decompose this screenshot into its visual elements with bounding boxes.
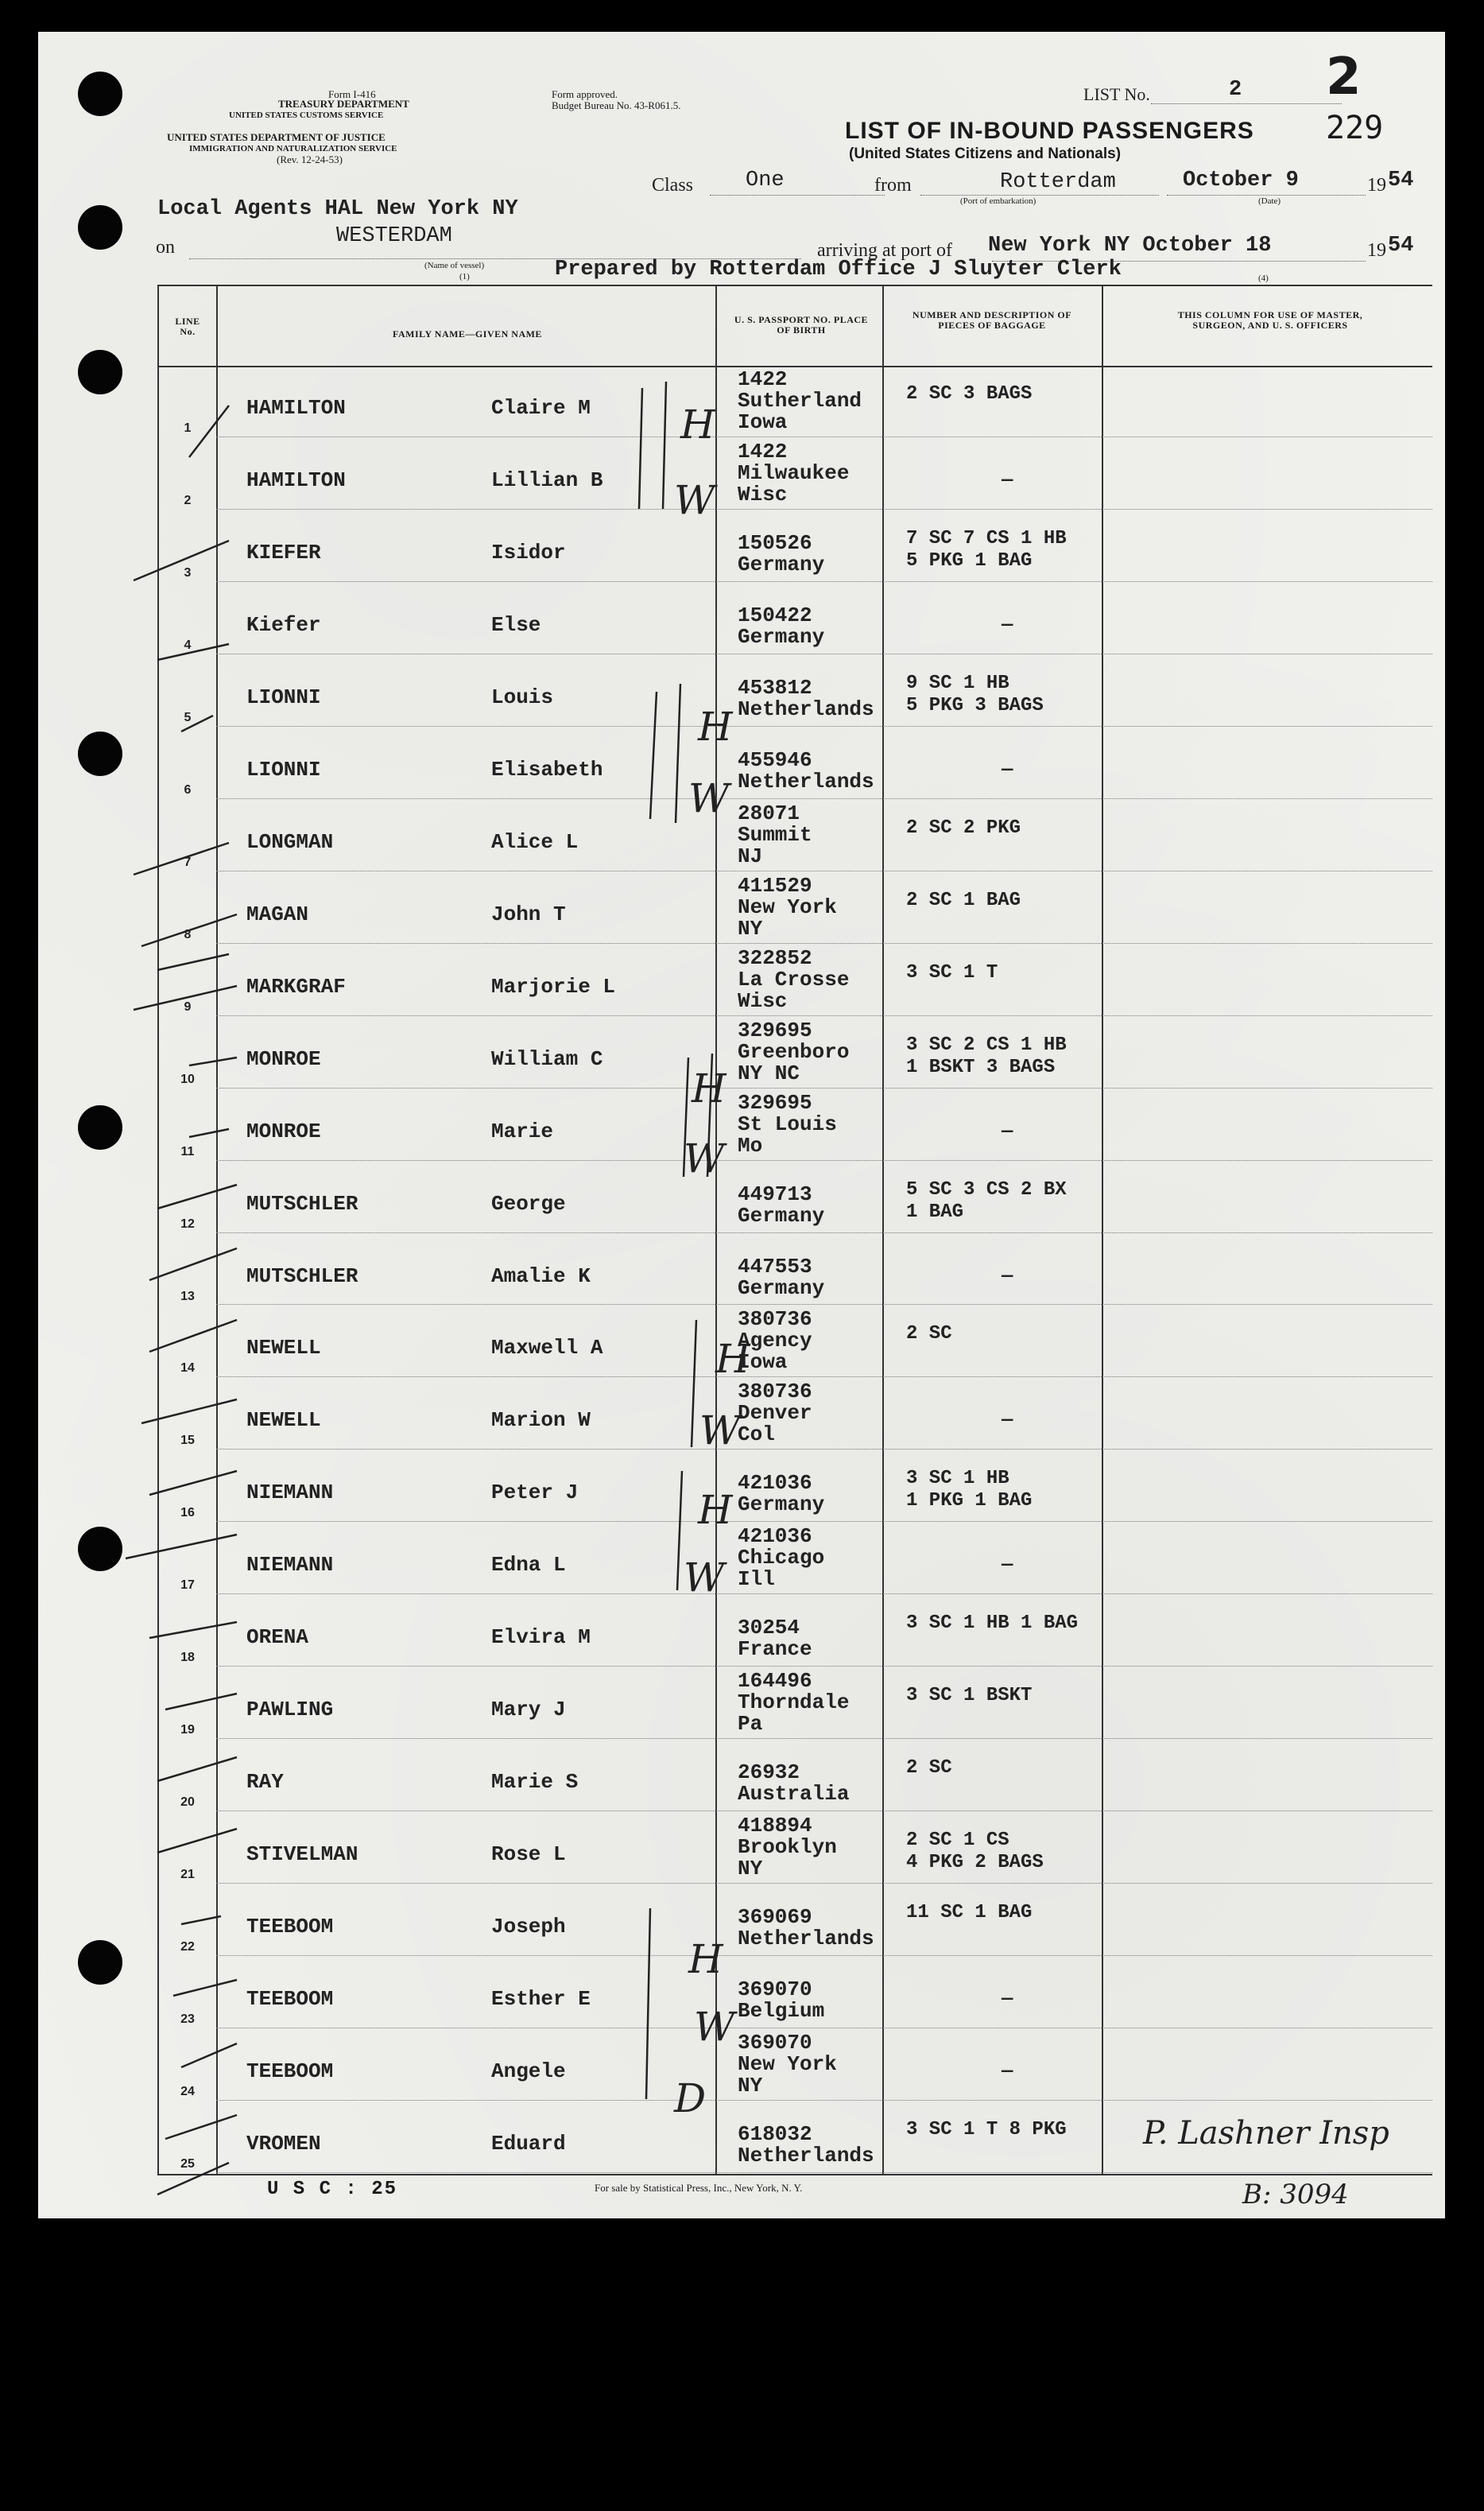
given-name: Elvira M <box>491 1625 591 1650</box>
given-name: Amalie K <box>491 1263 591 1288</box>
tick-mark <box>126 1535 237 1558</box>
passport-birthplace: 418894 Brooklyn NY <box>738 1814 837 1881</box>
passport-birthplace: 369070 New York NY <box>738 2031 837 2098</box>
tick-mark <box>157 1829 237 1853</box>
baggage: 3 SC 1 T 8 PKG <box>906 2119 1067 2141</box>
inspector-signature: P. Lashner Insp <box>1143 2115 1389 2152</box>
arriving-label: arriving at port of <box>817 240 952 261</box>
given-name: Peter J <box>491 1481 579 1505</box>
given-name: Elisabeth <box>491 757 603 782</box>
caption-1: (1) <box>459 272 470 281</box>
handwritten-mark: H <box>680 402 715 448</box>
handwritten-mark: H <box>715 1336 750 1382</box>
bracket-mark <box>676 684 680 823</box>
given-name: George <box>491 1191 566 1216</box>
class-label: Class <box>652 175 694 196</box>
handwriting-marks <box>38 32 1445 2218</box>
line-number: 1 <box>184 421 192 435</box>
baggage: 2 SC 1 BAG <box>906 889 1021 911</box>
departure-date: October 9 <box>1183 169 1299 192</box>
form-approved: Form approved. <box>552 88 618 100</box>
baggage: — <box>1002 2061 1013 2083</box>
tick-mark <box>157 954 229 970</box>
tick-mark <box>149 1248 237 1280</box>
baggage: — <box>1002 1410 1013 1432</box>
family-name: KIEFER <box>246 540 321 565</box>
baggage: 2 SC 3 BAGS <box>906 383 1033 405</box>
given-name: Eduard <box>491 2132 566 2156</box>
passport-birthplace: 322852 La Crosse Wisc <box>738 945 850 1013</box>
given-name: Else <box>491 612 541 637</box>
baggage: — <box>1002 759 1013 781</box>
line-number: 21 <box>180 1868 195 1882</box>
line-number: 9 <box>184 999 192 1014</box>
baggage: 2 SC <box>906 1757 952 1779</box>
baggage: 3 SC 1 T <box>906 961 998 984</box>
line-number: 25 <box>180 2157 195 2171</box>
given-name: Louis <box>491 685 554 709</box>
printer-note: For sale by Statistical Press, Inc., New York, N. Y. <box>595 2182 803 2194</box>
family-name: MARKGRAF <box>246 974 346 999</box>
line-number: 15 <box>180 1434 195 1448</box>
page-title: LIST OF IN-BOUND PASSENGERS <box>845 118 1254 144</box>
budget-bureau: Budget Bureau No. 43-R061.5. <box>552 99 681 111</box>
arrival-port: New York NY October 18 <box>988 234 1272 258</box>
family-name: LIONNI <box>246 757 321 782</box>
ins-service: IMMIGRATION AND NATURALIZATION SERVICE <box>189 144 397 153</box>
agent: Local Agents HAL New York NY <box>157 197 518 221</box>
handwritten-mark: W <box>694 2004 735 2050</box>
line-number: 14 <box>180 1361 195 1376</box>
line-number: 12 <box>180 1217 195 1231</box>
given-name: Mary J <box>491 1698 566 1722</box>
given-name: Joseph <box>491 1915 566 1939</box>
line-number: 23 <box>180 2012 195 2027</box>
baggage: 3 SC 1 HB 1 PKG 1 BAG <box>906 1468 1033 1512</box>
line-number: 20 <box>180 1795 195 1810</box>
stamp-number: B: 3094 <box>1242 2179 1349 2210</box>
passport-birthplace: 150526 Germany <box>738 530 825 576</box>
handwritten-mark: H <box>692 1065 727 1112</box>
given-name: Lillian B <box>491 468 603 492</box>
given-name: Isidor <box>491 540 566 565</box>
family-name: ORENA <box>246 1625 309 1650</box>
header-line-no: LINE No. <box>175 316 200 337</box>
tick-mark <box>149 1320 237 1352</box>
family-name: MAGAN <box>246 902 309 926</box>
list-number: 2 <box>1229 78 1242 102</box>
tick-mark <box>149 1471 237 1495</box>
baggage: — <box>1002 1120 1013 1143</box>
family-name: STIVELMAN <box>246 1842 358 1867</box>
tick-mark <box>173 1980 237 1996</box>
family-name: TEEBOOM <box>246 1987 334 2012</box>
passport-birthplace: 453812 Netherlands <box>738 675 874 721</box>
family-name: HAMILTON <box>246 396 346 420</box>
given-name: Marjorie L <box>491 974 616 999</box>
justice-dept: UNITED STATES DEPARTMENT OF JUSTICE <box>167 131 386 143</box>
customs-service: UNITED STATES CUSTOMS SERVICE <box>229 111 384 120</box>
baggage: — <box>1002 1554 1013 1577</box>
given-name: Marie <box>491 1119 554 1143</box>
family-name: HAMILTON <box>246 468 346 492</box>
tick-mark <box>189 406 229 457</box>
line-number: 16 <box>180 1506 195 1520</box>
line-number: 2 <box>184 493 192 507</box>
line-number: 6 <box>184 782 192 797</box>
passport-birthplace: 449713 Germany <box>738 1182 825 1228</box>
caption-4: (4) <box>1258 274 1269 283</box>
page-subtitle: (United States Citizens and Nationals) <box>849 146 1122 162</box>
baggage: — <box>1002 1989 1013 2011</box>
year-prefix: 19 <box>1367 175 1386 196</box>
arrival-year: 54 <box>1388 234 1414 258</box>
list-label: LIST No. <box>1083 84 1150 104</box>
passport-birthplace: 369069 Netherlands <box>738 1905 874 1951</box>
passport-birthplace: 421036 Germany <box>738 1471 825 1517</box>
passport-birthplace: 329695 Greenboro NY NC <box>738 1018 850 1085</box>
passport-birthplace: 411529 New York NY <box>738 873 837 941</box>
passport-birthplace: 380736 Agency Iowa <box>738 1307 812 1375</box>
tick-mark <box>157 1185 237 1209</box>
baggage: 3 SC 2 CS 1 HB 1 BSKT 3 BAGS <box>906 1034 1067 1078</box>
family-name: PAWLING <box>246 1698 334 1722</box>
port-caption: (Port of embarkation) <box>960 196 1036 206</box>
family-name: VROMEN <box>246 2132 321 2156</box>
handwritten-mark: W <box>688 775 730 821</box>
header-passport: U. S. PASSPORT NO. PLACE OF BIRTH <box>734 314 869 336</box>
from-label: from <box>874 175 912 196</box>
document-page <box>38 32 1445 2218</box>
header-officers: THIS COLUMN FOR USE OF MASTER, SURGEON, AND U. S. OFFICERS <box>1177 309 1363 331</box>
handwritten-mark: W <box>674 477 715 523</box>
line-number: 22 <box>180 1940 195 1954</box>
family-name: TEEBOOM <box>246 1915 334 1939</box>
tick-mark <box>141 914 237 946</box>
line-number: 5 <box>184 710 192 724</box>
passport-birthplace: 28071 Summit NJ <box>738 801 812 868</box>
form-number: Form I-416 <box>328 88 376 100</box>
line-number: 3 <box>184 565 192 580</box>
baggage: 2 SC 2 PKG <box>906 817 1021 839</box>
line-number: 10 <box>180 1072 195 1086</box>
page-number: 229 <box>1326 110 1384 146</box>
given-name: Rose L <box>491 1842 566 1867</box>
passport-birthplace: 369070 Belgium <box>738 1977 825 2024</box>
tick-mark <box>157 644 229 660</box>
baggage: 2 SC <box>906 1323 952 1345</box>
passport-birthplace: 1422 Sutherland Iowa <box>738 367 862 434</box>
family-name: NIEMANN <box>246 1553 334 1578</box>
vessel-caption: (Name of vessel) <box>424 261 485 270</box>
bracket-mark <box>646 1908 650 2099</box>
passport-birthplace: 26932 Australia <box>738 1760 850 1807</box>
baggage: 11 SC 1 BAG <box>906 1902 1033 1924</box>
baggage: 3 SC 1 BSKT <box>906 1685 1033 1707</box>
line-number: 8 <box>184 927 192 941</box>
tick-mark <box>189 1129 229 1137</box>
bracket-mark <box>677 1471 682 1590</box>
departure-year: 54 <box>1388 169 1414 192</box>
family-name: NIEMANN <box>246 1481 334 1505</box>
passport-birthplace: 447553 Germany <box>738 1254 825 1300</box>
tick-mark <box>141 1399 237 1423</box>
line-number: 17 <box>180 1578 195 1593</box>
tick-mark <box>134 843 229 875</box>
family-name: NEWELL <box>246 1336 321 1360</box>
handwritten-mark: H <box>698 1487 733 1533</box>
passport-birthplace: 380736 Denver Col <box>738 1380 812 1447</box>
line-number: 4 <box>184 638 192 652</box>
line-number: 13 <box>180 1289 195 1303</box>
handwritten-mark: W <box>684 1135 725 1182</box>
handwritten-mark: W <box>684 1554 725 1601</box>
tick-mark <box>165 2115 237 2139</box>
passport-birthplace: 150422 Germany <box>738 603 825 649</box>
tick-mark <box>134 541 229 580</box>
baggage: — <box>1002 614 1013 636</box>
baggage: 7 SC 7 CS 1 HB 5 PKG 1 BAG <box>906 527 1067 572</box>
bracket-mark <box>650 692 657 819</box>
family-name: MONROE <box>246 1046 321 1071</box>
given-name: Alice L <box>491 829 579 854</box>
baggage: 9 SC 1 HB 5 PKG 3 BAGS <box>906 672 1044 716</box>
family-name: MUTSCHLER <box>246 1191 358 1216</box>
passport-birthplace: 421036 Chicago Ill <box>738 1524 825 1592</box>
handwritten-mark: H <box>698 704 733 750</box>
family-name: TEEBOOM <box>246 2059 334 2084</box>
given-name: Esther E <box>491 1987 591 2012</box>
prepared-by: Prepared by Rotterdam Office J Sluyter Clerk <box>555 258 1122 281</box>
family-name: RAY <box>246 1770 284 1795</box>
line-number: 24 <box>180 2085 195 2099</box>
bracket-mark <box>639 388 642 509</box>
line-number: 7 <box>184 855 192 869</box>
tick-mark <box>165 1694 237 1710</box>
baggage: — <box>1002 469 1013 491</box>
tick-mark <box>181 2043 237 2067</box>
given-name: Maxwell A <box>491 1336 603 1360</box>
header-name: FAMILY NAME—GIVEN NAME <box>393 328 542 340</box>
passport-birthplace: 30254 France <box>738 1616 812 1662</box>
tick-mark <box>134 986 237 1010</box>
family-name: MONROE <box>246 1119 321 1143</box>
handwritten-mark: H <box>688 1936 723 1982</box>
bracket-mark <box>663 382 666 509</box>
tick-mark <box>157 2163 229 2195</box>
tick-mark <box>181 716 213 732</box>
corner-number: 2 <box>1326 48 1362 107</box>
line-number: 11 <box>180 1144 195 1158</box>
given-name: Edna L <box>491 1553 566 1578</box>
family-name: NEWELL <box>246 1408 321 1433</box>
given-name: Marion W <box>491 1408 591 1433</box>
header-baggage: NUMBER AND DESCRIPTION OF PIECES OF BAGGAGE <box>912 309 1072 331</box>
passport-birthplace: 618032 Netherlands <box>738 2122 874 2168</box>
date-caption: (Date) <box>1258 196 1281 206</box>
family-name: LONGMAN <box>246 829 334 854</box>
class-value: One <box>746 169 785 192</box>
on-label: on <box>156 237 175 258</box>
dept-name: TREASURY DEPARTMENT <box>278 98 409 110</box>
revision: (Rev. 12-24-53) <box>277 153 343 165</box>
baggage: — <box>1002 1265 1013 1287</box>
passport-birthplace: 455946 Netherlands <box>738 747 874 794</box>
given-name: Marie S <box>491 1770 579 1795</box>
bracket-mark <box>692 1320 696 1447</box>
given-name: Angele <box>491 2059 566 2084</box>
baggage: 2 SC 1 CS 4 PKG 2 BAGS <box>906 1830 1044 1874</box>
family-name: Kiefer <box>246 612 321 637</box>
family-name: LIONNI <box>246 685 321 709</box>
given-name: John T <box>491 902 566 926</box>
arrival-year-prefix: 19 <box>1367 240 1386 261</box>
handwritten-mark: D <box>674 2075 707 2121</box>
handwritten-mark: W <box>699 1407 741 1453</box>
given-name: William C <box>491 1046 603 1071</box>
vessel-name: WESTERDAM <box>336 224 452 248</box>
usc-count: U S C : 25 <box>267 2179 398 2200</box>
passport-birthplace: 1422 Milwaukee Wisc <box>738 439 850 506</box>
passport-birthplace: 329695 St Louis Mo <box>738 1090 837 1158</box>
line-number: 19 <box>180 1723 195 1737</box>
tick-mark <box>149 1622 237 1638</box>
passport-birthplace: 164496 Thorndale Pa <box>738 1669 850 1737</box>
family-name: MUTSCHLER <box>246 1263 358 1288</box>
baggage: 5 SC 3 CS 2 BX 1 BAG <box>906 1178 1067 1223</box>
tick-mark <box>189 1058 237 1065</box>
tick-mark <box>157 1757 237 1781</box>
line-number: 18 <box>180 1651 195 1665</box>
baggage: 3 SC 1 HB 1 BAG <box>906 1613 1079 1635</box>
given-name: Claire M <box>491 396 591 420</box>
port-of-embarkation: Rotterdam <box>1000 170 1116 194</box>
tick-mark <box>181 1916 221 1924</box>
